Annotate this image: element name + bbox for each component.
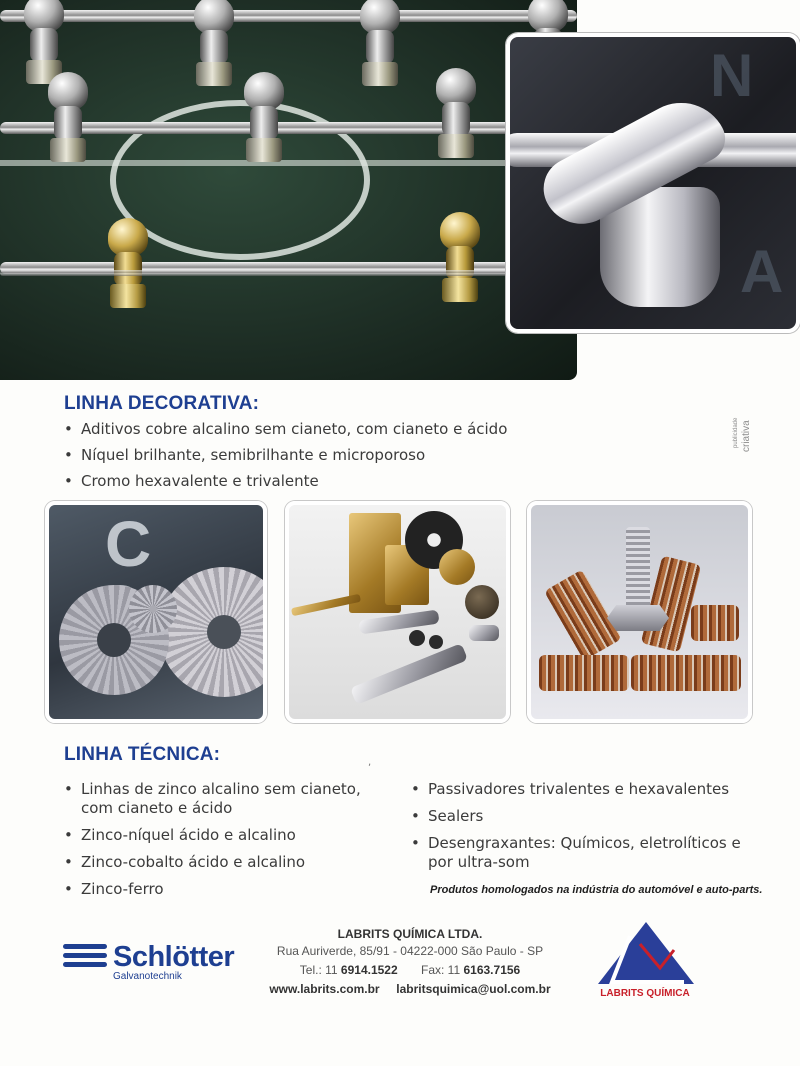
plated-parts-photo (285, 501, 510, 723)
brass-ring (439, 549, 475, 585)
list-item: • Sealers (411, 807, 741, 826)
decorativa-title: LINHA DECORATIVA: (64, 393, 260, 414)
faucet-photo: N A (506, 33, 800, 333)
list-item-line: com cianeto e ácido (81, 799, 233, 817)
fax-label: Fax: 11 (421, 963, 461, 977)
list-item: • Aditivos cobre alcalino sem cianeto, com cianeto e ácido (64, 420, 507, 439)
credit-line1: publicidade (733, 417, 739, 448)
foosball-rod (0, 270, 577, 276)
chrome-part (358, 610, 439, 635)
agency-credit (731, 404, 771, 454)
rusted-bolts-photo (527, 501, 752, 723)
credit-line2: criativa (741, 420, 752, 452)
address: Rua Auriverde, 85/91 - 04222-000 São Paulo - SP (276, 944, 544, 958)
list-item: • Zinco-níquel ácido e alcalino (64, 826, 361, 845)
schlotter-brand: Schlötter (113, 941, 235, 973)
gears-photo: C (45, 501, 267, 723)
foosball-player (40, 72, 96, 164)
contact-block (250, 926, 570, 999)
list-item-line: Desengraxantes: Químicos, eletrolíticos e (428, 834, 741, 852)
schlotter-waves-icon (63, 944, 107, 972)
web-row (250, 980, 570, 999)
list-item: • Cromo hexavalente e trivalente (64, 472, 507, 491)
schlotter-logo (63, 940, 243, 980)
tel-number: 6914.1522 (340, 963, 398, 977)
list-item: • Níquel brilhante, semibrilhante e microporoso (64, 446, 507, 465)
foosball-player-gold (432, 212, 488, 304)
fax-number: 6163.7156 (463, 963, 521, 977)
foosball-player (428, 68, 484, 160)
foosball-player (186, 0, 242, 88)
foosball-player (352, 0, 408, 88)
list-item: • Zinco-cobalto ácido e alcalino (64, 853, 361, 872)
labrits-brand: LABRITS QUÍMICA (600, 988, 690, 999)
tecnica-title: LINHA TÉCNICA: (64, 744, 221, 765)
decorativa-list (64, 420, 507, 491)
labrits-triangle-icon (590, 920, 700, 988)
company-name: LABRITS QUÍMICA LTDA. (337, 927, 483, 941)
website-link[interactable]: www.labrits.com.br (269, 982, 380, 996)
rusted-bolt (631, 655, 741, 691)
phone-row (250, 961, 570, 980)
list-item-line: Linhas de zinco alcalino sem cianeto, (81, 780, 361, 798)
list-item (64, 780, 361, 818)
tel-label: Tel.: 11 (299, 963, 338, 977)
foosball-rod (0, 10, 577, 22)
foosball-photo (0, 0, 577, 380)
rusted-bolt (691, 605, 739, 641)
list-item: • Passivadores trivalentes e hexavalentes (411, 780, 741, 799)
chrome-clip (469, 625, 499, 641)
tecnica-list-col2 (411, 780, 741, 872)
email-link[interactable]: labritsquimica@uol.com.br (396, 982, 551, 996)
list-item: • Zinco-ferro (64, 880, 361, 899)
schlotter-sub: Galvanotechnik (113, 971, 182, 982)
homologation-note: Produtos homologados na indústria do automóvel e auto-parts. (430, 884, 763, 896)
list-item (411, 834, 741, 872)
foosball-player-gold (100, 218, 156, 310)
rusted-bolt (539, 655, 629, 691)
labrits-logo (590, 920, 700, 1000)
foosball-player (236, 72, 292, 164)
stray-mark: , (368, 757, 372, 768)
black-nut (465, 585, 499, 619)
list-item-line: por ultra-som (428, 853, 530, 871)
bevel-gear (159, 567, 267, 697)
clean-nut (607, 605, 669, 631)
small-gear (129, 585, 177, 633)
small-screw (409, 630, 425, 646)
small-screw (429, 635, 443, 649)
chrome-wrench (350, 643, 468, 705)
tecnica-list-col1 (64, 780, 361, 899)
